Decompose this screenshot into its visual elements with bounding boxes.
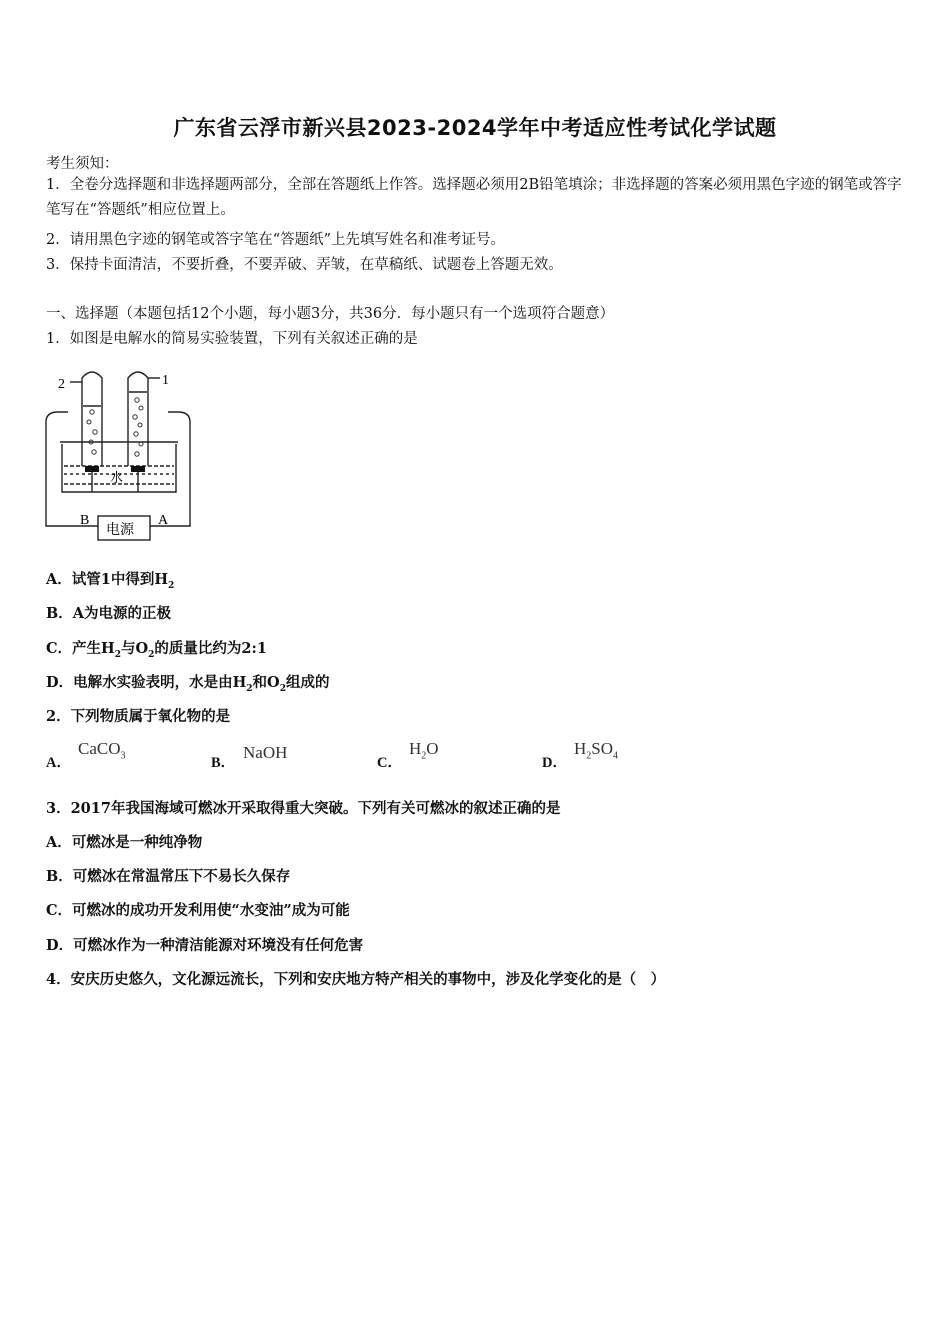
figure-label-1: 1 [162, 373, 169, 388]
electrode-right [131, 466, 145, 472]
basin-rim-right [168, 412, 190, 422]
notice-item-1: 1．全卷分选择题和非选择题两部分，全部在答题纸上作答。选择题必须用2B铅笔填涂；非选择题的答案必须用黑色字迹的钢笔或答字笔写在“答题纸”相应位置上。 [46, 177, 902, 218]
q1-option-c: C．产生$H_2$与$O_2$的质量比约为2:1 [46, 640, 267, 660]
q2-option-c-formula: $H_2O$ [409, 739, 439, 762]
question-2-stem: 2．下列物质属于氧化物的是 [46, 708, 231, 725]
q2-option-d-formula: $H_2SO_4$ [574, 739, 619, 762]
q1-option-a: A．试管1中得到$H_2$ [46, 571, 175, 591]
q3-option-a: A．可燃冰是一种纯净物 [46, 834, 203, 851]
question-4-stem: 4．安庆历史悠久，文化源远流长，下列和安庆地方特产相关的事物中，涉及化学变化的是（ ） [46, 971, 666, 988]
electrolysis-apparatus-figure [40, 362, 200, 552]
notice-heading: 考生须知： [46, 156, 119, 172]
figure-label-power: 电源 [106, 522, 134, 538]
q2-option-d-letter: D． [542, 755, 567, 771]
q3-option-b: B．可燃冰在常温常压下不易长久保存 [46, 868, 291, 885]
q2-option-b-formula: NaOH [243, 743, 288, 762]
figure-label-b: B [80, 513, 90, 528]
electrode-left [85, 466, 99, 472]
q1-option-d: D．电解水实验表明，水是由$H_2$和$O_2$组成的 [46, 674, 330, 694]
q2-option-a-letter: A． [46, 755, 71, 771]
q2-option-a-formula: CaCO$_3$ [78, 739, 126, 762]
exam-title: 广东省云浮市新兴县2023-2024学年中考适应性考试化学试题 [173, 116, 777, 140]
question-1-stem: 1．如图是电解水的简易实验装置，下列有关叙述正确的是 [46, 331, 418, 347]
figure-label-a: A [158, 513, 169, 528]
figure-label-water: 水 [110, 471, 124, 486]
figure-label-2: 2 [58, 377, 65, 392]
question-3-stem: 3．2017年我国海域可燃冰开采取得重大突破。下列有关可燃冰的叙述正确的是 [46, 800, 561, 817]
section-heading: 一、选择题（本题包括12个小题，每小题3分，共36分．每小题只有一个选项符合题意） [46, 306, 615, 322]
q1-option-b: B．A为电源的正极 [46, 605, 172, 622]
basin-rim-left [46, 412, 68, 422]
q3-option-d: D．可燃冰作为一种清洁能源对环境没有任何危害 [46, 937, 364, 954]
notice-item-3: 3．保持卡面清洁，不要折叠，不要弄破、弄皱，在草稿纸、试题卷上答题无效。 [46, 257, 563, 273]
notice-item-2: 2．请用黑色字迹的钢笔或答字笔在“答题纸”上先填写姓名和准考证号。 [46, 232, 506, 248]
q3-option-c: C．可燃冰的成功开发利用使“水变油”成为可能 [46, 902, 350, 919]
q2-option-b-letter: B． [211, 755, 236, 771]
q2-option-c-letter: C． [377, 755, 402, 771]
